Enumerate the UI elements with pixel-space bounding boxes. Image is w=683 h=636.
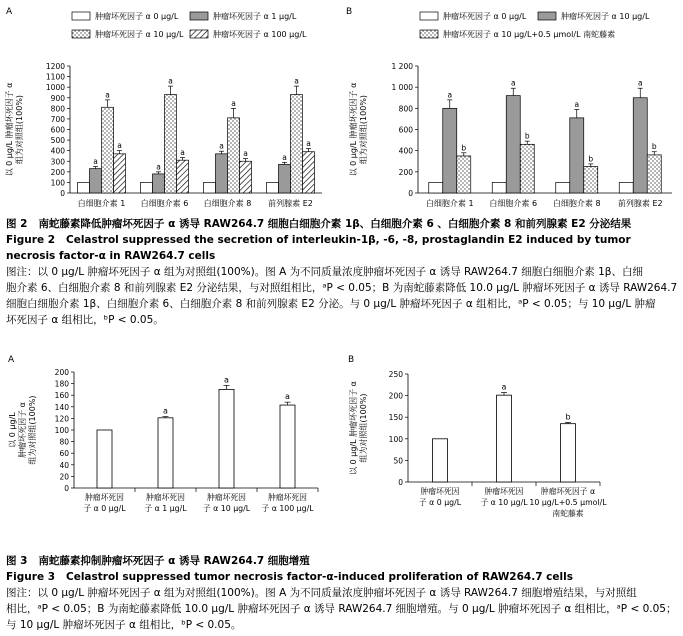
- fig2-note-1: 图注：以 0 μg/L 肿瘤坏死因子 α 组为对照组(100%)。图 A 为不同质量浓度肿瘤坏死因子 α 诱导 RAW264.7 细胞白细胞介素 1β、白细: [6, 266, 644, 278]
- data-label: a: [93, 157, 98, 167]
- x-tick-label: 前列腺素 E2: [617, 199, 663, 208]
- fig3-en-label: Figure 3: [6, 571, 56, 583]
- y-axis-label-line: 以 0 μg/L: [8, 412, 17, 448]
- data-label: a: [243, 149, 248, 159]
- x-tick-label: 肿瘤坏死因: [146, 493, 185, 502]
- x-tick-label: 肿瘤坏死因: [85, 493, 124, 502]
- y-tick-label: 250: [388, 370, 403, 379]
- legend-swatch: [72, 12, 90, 20]
- x-tick-label: 子 α 10 μg/L: [480, 498, 528, 507]
- fig2-en-label: Figure 2: [6, 234, 56, 246]
- bar: [457, 156, 471, 193]
- bar: [556, 182, 570, 193]
- data-label: a: [282, 152, 287, 162]
- data-label: a: [163, 406, 168, 416]
- bar: [114, 154, 126, 193]
- y-tick-label: 0: [398, 478, 403, 487]
- data-label: a: [117, 141, 122, 151]
- y-tick-label: 500: [50, 136, 65, 146]
- bar: [633, 98, 647, 193]
- bar: [303, 152, 315, 193]
- bar: [158, 418, 173, 488]
- bar: [492, 182, 506, 193]
- fig2a-chart: [0, 0, 340, 210]
- y-tick-label: 180: [54, 379, 69, 389]
- fig2b-chart: [340, 0, 683, 210]
- bar: [279, 164, 291, 193]
- y-tick-label: 160: [54, 391, 69, 401]
- data-label: a: [510, 78, 516, 88]
- fig2-caption: [6, 216, 678, 328]
- y-axis-label-line: 组为对照组(100%): [15, 94, 24, 165]
- data-label: a: [294, 76, 299, 86]
- fig2-note-3: 细胞白细胞介素 1β、白细胞介素 6、白细胞介素 8 和前列腺素 E2 分泌。与 0 μg/L 肿瘤坏死因子 α 组相比，ᵃP < 0.05；与 10 μg/L 肿瘤: [6, 298, 656, 310]
- bar: [97, 430, 112, 488]
- bar: [561, 424, 576, 482]
- y-tick-label: 700: [50, 114, 65, 124]
- fig3-panel-a: [0, 350, 340, 550]
- fig2-panel-a: [0, 0, 340, 210]
- fig3-note-1: 图注：以 0 μg/L 肿瘤坏死因子 α 组为对照组(100%)。图 A 为不同质量浓度肿瘤坏死因子 α 诱导 RAW264.7 细胞增殖结果，与对照组: [6, 587, 637, 599]
- bar: [520, 144, 534, 193]
- y-tick-label: 1200: [45, 62, 65, 71]
- data-label: a: [306, 139, 311, 149]
- data-label: a: [231, 98, 236, 108]
- y-tick-label: 600: [50, 125, 65, 135]
- x-tick-label: 肿瘤坏死因: [420, 487, 460, 496]
- bar: [267, 182, 279, 193]
- y-tick-label: 80: [59, 437, 69, 447]
- data-label: a: [168, 76, 173, 86]
- bar: [228, 118, 240, 193]
- legend-swatch: [420, 12, 438, 20]
- fig2-cn-title: [6, 216, 678, 232]
- fig2-panel-b: [340, 0, 683, 210]
- data-label: a: [156, 162, 161, 172]
- y-tick-label: 150: [388, 413, 403, 423]
- x-tick-label: 子 α 0 μg/L: [83, 504, 126, 513]
- y-tick-label: 50: [393, 456, 403, 466]
- legend-label: 肿瘤坏死因子 α 10 μg/L: [561, 12, 650, 21]
- data-label: a: [447, 90, 453, 100]
- y-axis-label: [8, 395, 37, 464]
- data-label: a: [224, 375, 229, 385]
- y-axis-label-line: 以 0 μg/L 肿瘤坏死因子 α: [349, 82, 358, 177]
- bar: [240, 161, 252, 193]
- legend-swatch: [72, 30, 90, 38]
- data-label: a: [105, 90, 110, 100]
- y-tick-label: 60: [59, 449, 69, 459]
- fig2-note-4: 坏死因子 α 组相比，ᵇP < 0.05。: [6, 314, 164, 326]
- bar: [219, 389, 234, 488]
- fig3-panel-b: [340, 350, 683, 550]
- y-tick-label: 0: [408, 189, 413, 198]
- x-tick-label: 白细胞介素 6: [489, 199, 538, 208]
- data-label: a: [501, 382, 507, 392]
- y-axis-label: [348, 381, 368, 475]
- y-tick-label: 900: [50, 93, 65, 103]
- bar: [443, 108, 457, 193]
- data-label: a: [180, 148, 185, 158]
- fig2-en-title: [6, 232, 678, 264]
- bar: [280, 405, 295, 488]
- legend-label: 肿瘤坏死因子 α 10 μg/L: [95, 30, 184, 39]
- y-tick-label: 200: [398, 167, 413, 177]
- legend-label: 肿瘤坏死因子 α 1 μg/L: [213, 12, 297, 21]
- bar: [78, 182, 90, 193]
- x-tick-label: 白细胞介素 1: [425, 199, 474, 208]
- bar: [153, 174, 165, 193]
- x-tick-label: 子 α 100 μg/L: [261, 504, 314, 513]
- x-tick-label: 肿瘤坏死因: [207, 493, 246, 502]
- bar: [102, 107, 114, 193]
- x-tick-label: 10 μg/L+0.5 μmol/L: [529, 498, 607, 507]
- bar: [141, 182, 153, 193]
- x-tick-label: 白细胞介素 1: [77, 199, 126, 208]
- y-tick-label: 100: [388, 434, 403, 444]
- y-tick-label: 120: [54, 414, 69, 424]
- fig2-note-2: 胞介素 6、白细胞介素 8 和前列腺素 E2 分泌结果，与对照组相比，ᵃP < 0.05；B 为南蛇藤素降低 10.0 μg/L 肿瘤坏死因子 α 诱导 RAW264.7: [6, 282, 678, 294]
- x-tick-label: 肿瘤坏死因: [484, 487, 524, 496]
- x-tick-label: 子 α 1 μg/L: [144, 504, 187, 513]
- y-axis-label: [4, 83, 24, 177]
- bar: [497, 395, 512, 482]
- x-tick-label: 南蛇藤素: [552, 509, 584, 518]
- panel-label: A: [6, 7, 13, 17]
- bar: [584, 167, 598, 193]
- y-axis-label-line: 组为对照组(100%): [28, 395, 37, 465]
- bar: [216, 154, 228, 193]
- fig3-caption: [6, 553, 678, 633]
- y-tick-label: 1000: [45, 83, 65, 93]
- y-axis-label-line: 以 0 μg/L 肿瘤坏死因子 α: [349, 381, 358, 475]
- y-tick-label: 0: [64, 484, 69, 493]
- data-label: a: [637, 78, 643, 88]
- panel-label: B: [348, 355, 355, 365]
- y-tick-label: 100: [54, 426, 69, 435]
- y-tick-label: 1 000: [391, 83, 413, 93]
- legend-swatch: [190, 12, 208, 20]
- data-label: a: [219, 141, 224, 151]
- fig3-cn-title: [6, 553, 678, 569]
- y-tick-label: 1100: [45, 72, 65, 82]
- legend-swatch: [420, 30, 438, 38]
- bar: [619, 182, 633, 193]
- legend-label: 肿瘤坏死因子 α 100 μg/L: [213, 30, 307, 39]
- data-label: a: [574, 99, 580, 109]
- bar: [506, 96, 520, 193]
- y-tick-label: 300: [50, 157, 65, 167]
- y-tick-label: 800: [50, 104, 65, 114]
- y-tick-label: 200: [388, 391, 403, 401]
- bar: [291, 95, 303, 193]
- legend-swatch: [190, 30, 208, 38]
- x-tick-label: 子 α 10 μg/L: [202, 504, 251, 513]
- fig3-note-2: 相比，ᵃP < 0.05；B 为南蛇藤素降低 10.0 μg/L 肿瘤坏死因子 α 诱导 RAW264.7 细胞增殖。与 0 μg/L 肿瘤坏死因子 α 组相比，ᵃP < 0.05；: [6, 603, 677, 615]
- data-label: b: [588, 154, 594, 164]
- y-tick-label: 100: [50, 178, 65, 188]
- x-tick-label: 肿瘤坏死因子 α: [540, 487, 596, 496]
- data-label: b: [565, 412, 571, 422]
- y-tick-label: 400: [50, 146, 65, 156]
- data-label: b: [651, 142, 657, 152]
- fig2-en-title-text: Celastrol suppressed the secretion of interleukin-1β, -6, -8, prostaglandin E2 induced by tumor necrosis factor-α in RAW264.7 cells: [6, 234, 631, 262]
- x-tick-label: 白细胞介素 6: [140, 199, 189, 208]
- x-tick-label: 白细胞介素 8: [203, 199, 252, 208]
- x-tick-label: 子 α 0 μg/L: [418, 498, 462, 507]
- panel-label: A: [8, 355, 15, 365]
- y-axis-label-line: 肿瘤坏死因子 α: [18, 402, 27, 458]
- legend-label: 肿瘤坏死因子 α 0 μg/L: [95, 12, 179, 21]
- bar: [647, 155, 661, 193]
- x-tick-label: 肿瘤坏死因: [268, 493, 307, 502]
- y-axis-label: [348, 83, 368, 177]
- y-tick-label: 400: [398, 146, 413, 156]
- fig3b-chart: [340, 350, 683, 550]
- y-tick-label: 600: [398, 125, 413, 135]
- x-tick-label: 白细胞介素 8: [552, 199, 601, 208]
- fig3-en-title-text: Celastrol suppressed tumor necrosis factor-α-induced proliferation of RAW264.7 cells: [66, 571, 573, 583]
- bar: [570, 118, 584, 193]
- fig3-label: 图 3: [6, 555, 28, 567]
- y-tick-label: 40: [59, 460, 69, 470]
- data-label: b: [461, 143, 467, 153]
- fig3a-chart: [0, 350, 340, 550]
- y-tick-label: 200: [50, 167, 65, 177]
- legend-swatch: [538, 12, 556, 20]
- bar: [433, 439, 448, 482]
- fig2-cn-title-text: 南蛇藤素降低肿瘤坏死因子 α 诱导 RAW264.7 细胞白细胞介素 1β、白细胞介素 6 、白细胞介素 8 和前列腺素 E2 分泌结果: [38, 218, 632, 230]
- y-tick-label: 0: [60, 189, 65, 198]
- fig3-en-title: [6, 569, 678, 585]
- y-tick-label: 800: [398, 104, 413, 114]
- y-axis-label-line: 组为对照组(100%): [359, 94, 368, 165]
- x-tick-label: 前列腺素 E2: [268, 199, 313, 208]
- y-tick-label: 200: [54, 368, 69, 377]
- bar: [429, 182, 443, 193]
- bar: [204, 182, 216, 193]
- fig3-cn-title-text: 南蛇藤素抑制肿瘤坏死因子 α 诱导 RAW264.7 细胞增殖: [38, 555, 310, 567]
- data-label: a: [285, 392, 290, 402]
- y-tick-label: 1 200: [391, 62, 413, 71]
- data-label: b: [524, 131, 530, 141]
- fig3-note-3: 与 10 μg/L 肿瘤坏死因子 α 组相比，ᵇP < 0.05。: [6, 619, 242, 631]
- y-tick-label: 140: [54, 402, 69, 412]
- legend-label: 肿瘤坏死因子 α 0 μg/L: [443, 12, 527, 21]
- y-axis-label-line: 组为对照组(100%): [359, 393, 368, 463]
- y-tick-label: 20: [59, 472, 69, 482]
- bar: [177, 160, 189, 193]
- fig2-label: 图 2: [6, 218, 28, 230]
- legend-label: 肿瘤坏死因子 α 10 μg/L+0.5 μmol/L 南蛇藤素: [443, 30, 616, 39]
- panel-label: B: [346, 7, 353, 17]
- bar: [90, 169, 102, 193]
- y-axis-label-line: 以 0 μg/L 肿瘤坏死因子 α: [5, 82, 14, 177]
- bar: [165, 95, 177, 193]
